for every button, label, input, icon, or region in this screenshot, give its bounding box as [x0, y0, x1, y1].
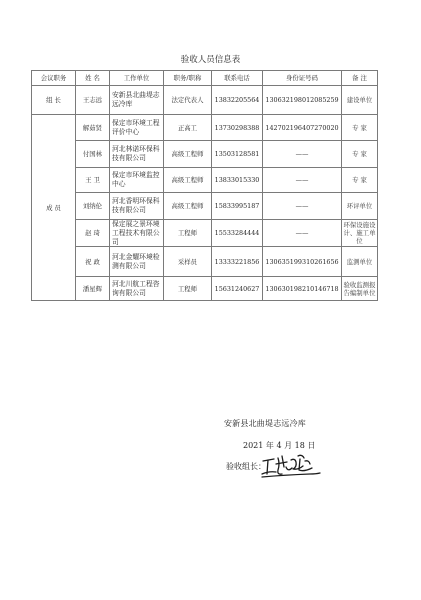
table-row	[32, 247, 378, 277]
title-cell: 高级工程师	[164, 168, 212, 193]
title-cell: 工程师	[164, 277, 212, 301]
unit-cell: 保定市环境监控中心	[110, 168, 164, 193]
name-cell: 刘纳伦	[76, 193, 110, 220]
phone-cell: 13503128581	[212, 141, 263, 168]
note-cell: 环保设施设计、施工单位	[342, 220, 378, 247]
table-row	[32, 277, 378, 301]
name-cell: 王志远	[76, 86, 110, 115]
name-cell: 潘星辉	[76, 277, 110, 301]
name-cell: 王 卫	[76, 168, 110, 193]
title-cell: 采样员	[164, 247, 212, 277]
header-note: 备 注	[342, 71, 378, 86]
phone-cell: 13832205564	[212, 86, 263, 115]
table-row	[32, 86, 378, 115]
id-cell: 130635199310261656	[263, 247, 342, 277]
role-cell-members: 成 员	[32, 115, 76, 301]
phone-cell: 15533284444	[212, 220, 263, 247]
name-cell: 赵 琦	[76, 220, 110, 247]
title-cell: 高级工程师	[164, 141, 212, 168]
header-role: 会议职务	[32, 71, 76, 86]
note-cell: 环评单位	[342, 193, 378, 220]
table-row	[32, 168, 378, 193]
table-row	[32, 141, 378, 168]
id-cell: 142702196407270020	[263, 115, 342, 141]
unit-cell: 河北川航工程咨询有限公司	[110, 277, 164, 301]
id-cell: 130632198012085259	[263, 86, 342, 115]
note-cell: 专 家	[342, 168, 378, 193]
header-unit: 工作单位	[110, 71, 164, 86]
title-cell: 高级工程师	[164, 193, 212, 220]
note-cell: 验收监测报告编制单位	[342, 277, 378, 301]
header-name: 姓 名	[76, 71, 110, 86]
id-cell: ——	[263, 141, 342, 168]
title-cell: 正高工	[164, 115, 212, 141]
phone-cell: 13833015330	[212, 168, 263, 193]
table-row	[32, 193, 378, 220]
id-cell: 130630198210146718	[263, 277, 342, 301]
handwritten-signature	[260, 450, 322, 480]
phone-cell: 13333221856	[212, 247, 263, 277]
unit-cell: 河北金耀环境检测有限公司	[110, 247, 164, 277]
phone-cell: 15833995187	[212, 193, 263, 220]
note-cell: 专 家	[342, 141, 378, 168]
note-cell: 监测单位	[342, 247, 378, 277]
unit-cell: 安新县北曲堤志远冷库	[110, 86, 164, 115]
note-cell: 专 家	[342, 115, 378, 141]
id-cell: ——	[263, 220, 342, 247]
id-cell: ——	[263, 168, 342, 193]
title-cell: 法定代表人	[164, 86, 212, 115]
phone-cell: 13730298388	[212, 115, 263, 141]
unit-cell: 保定市环境工程评价中心	[110, 115, 164, 141]
header-title: 职务/职称	[164, 71, 212, 86]
personnel-table	[31, 70, 378, 301]
table-header-row	[32, 71, 378, 86]
note-cell: 建设单位	[342, 86, 378, 115]
name-cell: 祝 政	[76, 247, 110, 277]
phone-cell: 15631240627	[212, 277, 263, 301]
footer-unit: 安新县北曲堤志远冷库	[224, 419, 306, 428]
unit-cell: 保定展之景环境工程技术有限公司	[110, 220, 164, 247]
role-cell-leader: 组 长	[32, 86, 76, 115]
table-row	[32, 220, 378, 247]
unit-cell: 河北香明环保科技有限公司	[110, 193, 164, 220]
footer-date: 2021 年 4 月 18 日	[243, 441, 316, 450]
unit-cell: 河北林诺环保科技有限公司	[110, 141, 164, 168]
header-phone: 联系电话	[212, 71, 263, 86]
title-cell: 工程师	[164, 220, 212, 247]
header-id: 身份证号码	[263, 71, 342, 86]
table-row	[32, 115, 378, 141]
footer-sign-label: 验收组长：	[226, 462, 266, 471]
page-title: 验收人员信息表	[180, 55, 241, 65]
id-cell: ——	[263, 193, 342, 220]
name-cell: 付国林	[76, 141, 110, 168]
name-cell: 解茹贤	[76, 115, 110, 141]
